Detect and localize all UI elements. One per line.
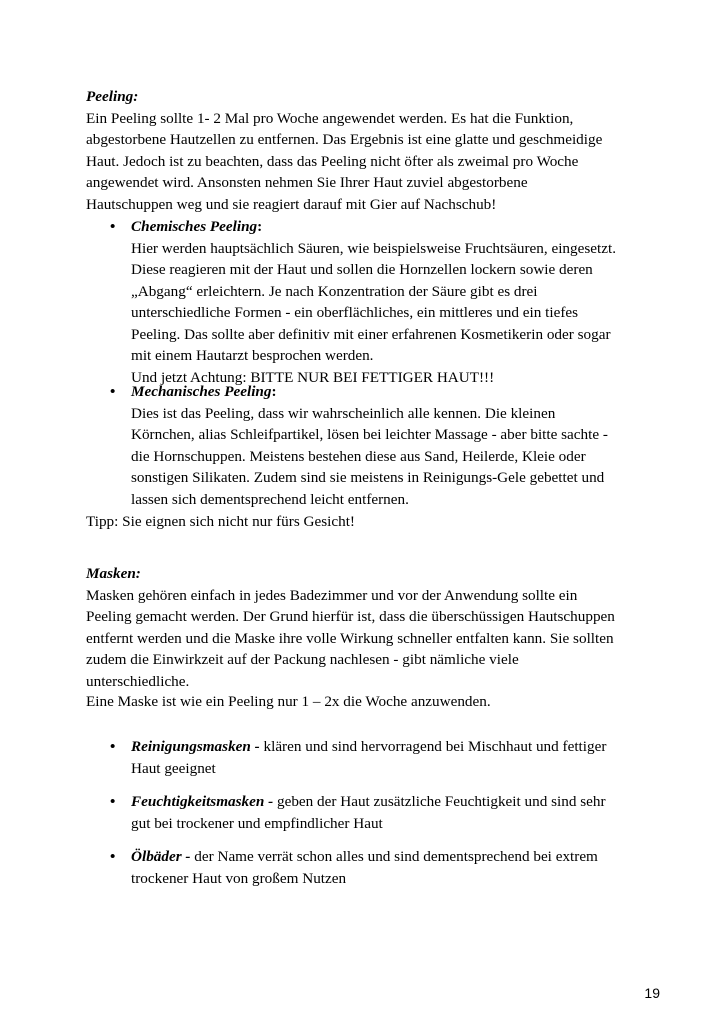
bullet-icon: • bbox=[110, 383, 116, 400]
mechanisch-bullet-item bbox=[110, 381, 661, 510]
mask-type-line: der Name verrät schon alles und sind dementsprechend bei extrem bbox=[194, 848, 598, 865]
peeling-section bbox=[86, 86, 661, 215]
chemisch-line: unterschiedliche Formen - ein oberflächliches, ein mittleres und ein tiefes bbox=[131, 304, 579, 321]
chemisch-line: „Abgang“ erleichtern. Je nach Konzentration der Säure gibt es drei bbox=[131, 282, 538, 300]
mechanisch-colon: : bbox=[271, 383, 277, 400]
chemisch-line: mit einem Hautarzt besprochen werden. bbox=[131, 347, 374, 364]
masken-section bbox=[86, 563, 661, 692]
mechanisch-line: die Hornschuppen. Meistens bestehen diese aus Sand, Heilerde, Kleie oder bbox=[131, 447, 586, 465]
mask-type-line: klären und sind hervorragend bei Mischhaut und fettiger bbox=[263, 738, 607, 755]
bullet-icon: • bbox=[110, 738, 116, 755]
masken-intro-line: Masken gehören einfach in jedes Badezimmer und vor der Anwendung sollte ein bbox=[86, 586, 578, 604]
tipp-paragraph bbox=[86, 511, 661, 533]
mask-type-line: geben der Haut zusätzliche Feuchtigkeit und sind sehr bbox=[276, 793, 606, 810]
mask-type-item bbox=[110, 736, 661, 779]
mask-type-line: trockener Haut von großem Nutzen bbox=[131, 869, 347, 887]
peeling-intro-line: Ein Peeling sollte 1- 2 Mal pro Woche angewendet werden. Es hat die Funktion, bbox=[86, 109, 574, 127]
tipp-text: Tipp: Sie eignen sich nicht nur fürs Gesicht! bbox=[86, 513, 355, 530]
mask-type-line: Haut geeignet bbox=[131, 759, 216, 777]
bullet-icon: • bbox=[110, 218, 116, 235]
mask-type-item bbox=[110, 846, 661, 889]
chemisch-line: Peeling. Das sollte aber definitiv mit einer erfahrenen Kosmetikerin oder sogar bbox=[131, 325, 611, 343]
mask-type-term: Reinigungsmasken - bbox=[131, 738, 260, 755]
masken-intro-line: Peeling gemacht werden. Der Grund hierfür ist, dass die überschüssigen Hautschuppen bbox=[86, 608, 615, 625]
mechanisch-line: Körnchen, alias Schleifpartikel, lösen bei leichter Massage - aber bitte sachte - bbox=[131, 426, 608, 443]
bullet-icon: • bbox=[110, 848, 116, 865]
bullet-icon: • bbox=[110, 793, 116, 810]
masken-frequency-text: Eine Maske ist wie ein Peeling nur 1 – 2x die Woche anzuwenden. bbox=[86, 693, 491, 710]
peeling-intro-line: Haut. Jedoch ist zu beachten, dass das Peeling nicht öfter als zweimal pro Woche bbox=[86, 152, 579, 170]
chemisch-line: Diese reagieren mit der Haut und sollen die Hornzellen lockern sowie deren bbox=[131, 261, 593, 278]
chemisch-line: Und jetzt Achtung: BITTE NUR BEI FETTIGER HAUT!!! bbox=[131, 368, 495, 386]
peeling-intro-line: abgestorbene Hautzellen zu entfernen. Das Ergebnis ist eine glatte und geschmeidige bbox=[86, 131, 603, 148]
page-number: 19 bbox=[644, 985, 660, 1001]
mask-type-item bbox=[110, 791, 661, 834]
chemisch-colon: : bbox=[257, 218, 263, 235]
masken-intro-line: unterschiedliche. bbox=[86, 672, 190, 690]
peeling-intro-line: Hautschuppen weg und sie reagiert darauf mit Gier auf Nachschub! bbox=[86, 195, 497, 213]
chemisch-term: Chemisches Peeling bbox=[131, 218, 258, 235]
peeling-intro-line: angewendet wird. Ansonsten nehmen Sie Ihrer Haut zuviel abgestorbene bbox=[86, 174, 528, 191]
mechanisch-term: Mechanisches Peeling bbox=[131, 383, 272, 400]
masken-heading: Masken: bbox=[86, 565, 141, 582]
mechanisch-line: sonstigen Silikaten. Zudem sind sie meistens in Reinigungs-Gele gebettet und bbox=[131, 469, 605, 486]
masken-intro-line: entfernt werden und die Maske ihre volle Wirkung schneller entfalten kann. Sie sollten bbox=[86, 629, 614, 647]
mechanisch-line: lassen sich dementsprechend leicht entfernen. bbox=[131, 490, 409, 508]
chemisch-bullet-item bbox=[110, 216, 661, 388]
mechanisch-line: Dies ist das Peeling, dass wir wahrscheinlich alle kennen. Die kleinen bbox=[131, 404, 556, 422]
mask-type-term: Feuchtigkeitsmasken - bbox=[131, 793, 274, 810]
masken-intro-line: zudem die Einwirkzeit auf der Packung nachlesen - gibt nämliche viele bbox=[86, 651, 519, 668]
peeling-heading: Peeling: bbox=[86, 88, 139, 105]
mask-type-term: Ölbäder - bbox=[131, 848, 191, 865]
chemisch-line: Hier werden hauptsächlich Säuren, wie beispielsweise Fruchtsäuren, eingesetzt. bbox=[131, 239, 616, 257]
masken-frequency-paragraph bbox=[86, 691, 661, 713]
mask-type-line: gut bei trockener und empfindlicher Haut bbox=[131, 814, 383, 832]
